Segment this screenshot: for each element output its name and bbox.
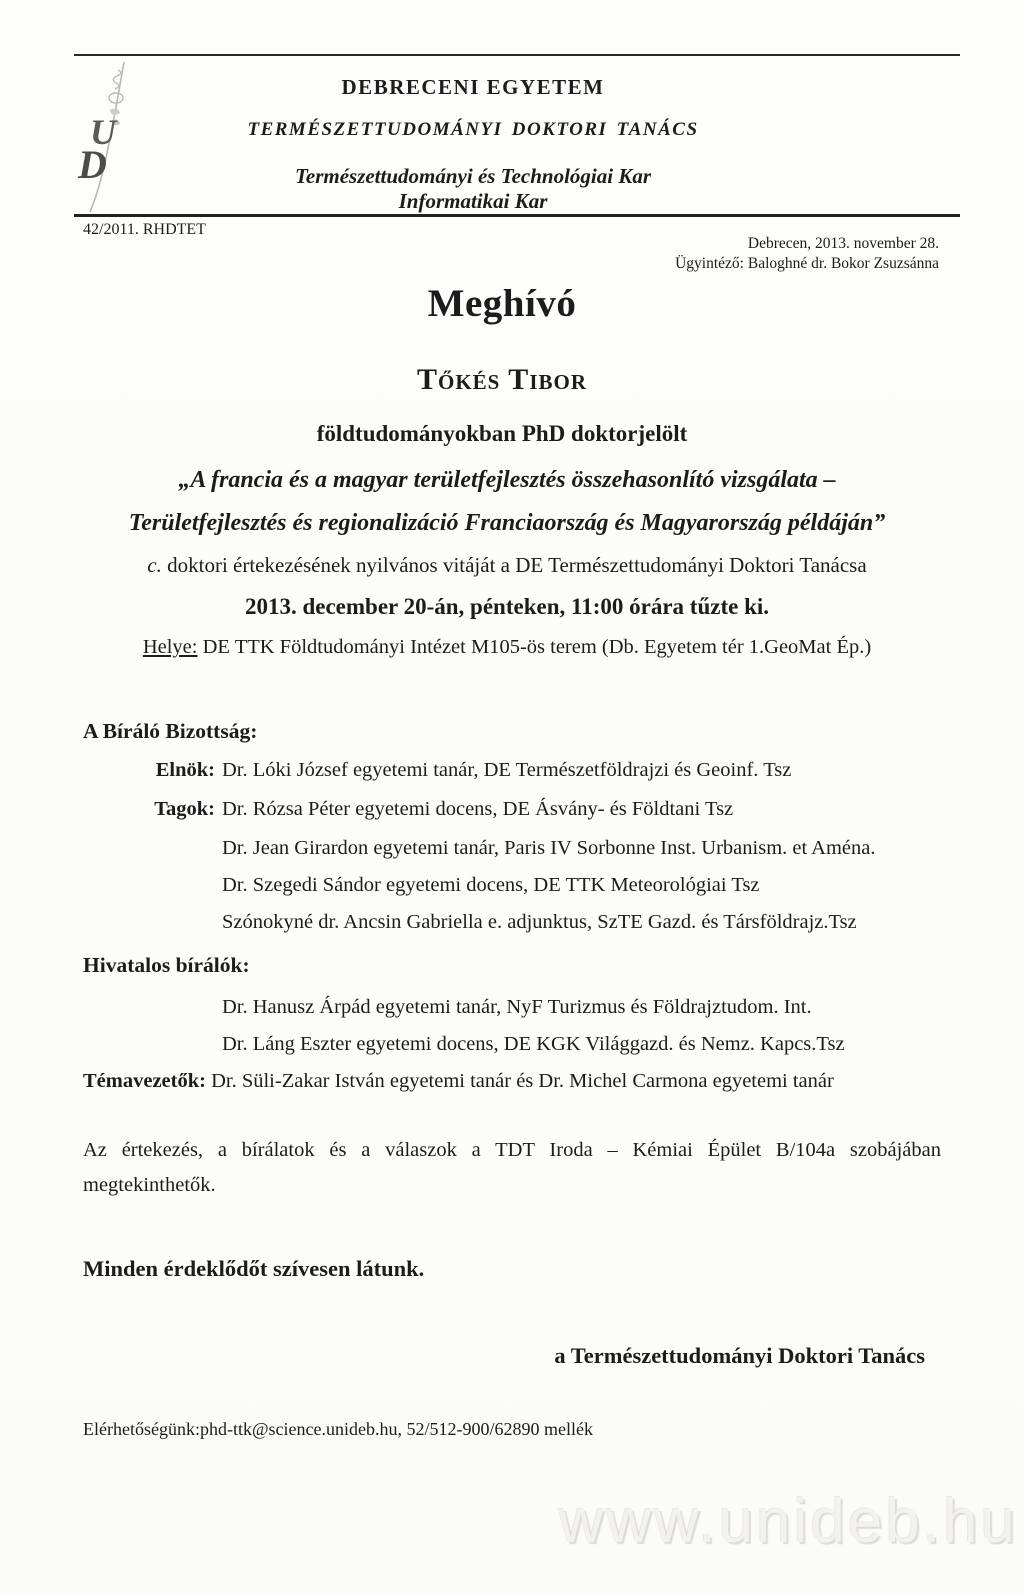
document-title: Meghívó	[427, 282, 577, 325]
thesis-title-line-1: „A francia és a magyar területfejlesztés összehasonlító vizsgálata –	[178, 467, 836, 493]
thesis-title-line-2: Területfejlesztés és regionalizáció Franciaország és Magyarország példáján”	[128, 510, 886, 536]
candidate-name: Tőkés Tibor	[416, 363, 587, 396]
candidate-degree: földtudományokban PhD doktorjelölt	[316, 421, 688, 446]
viewing-note: Az értekezés, a bírálatok és a válaszok a TDT Iroda – Kémiai Épület B/104a szobájában megtekinthetők.	[83, 1139, 941, 1196]
intro-prefix: c.	[147, 553, 162, 577]
supervisors-names: Dr. Süli-Zakar István egyetemi tanár és Dr. Michel Carmona egyetemi tanár	[205, 1070, 834, 1092]
reference-number: 42/2011. RHDTET	[83, 221, 206, 238]
welcome-line: Minden érdeklődőt szívesen látunk.	[83, 1256, 425, 1281]
committee-row-member	[83, 798, 984, 821]
committee-row-member	[83, 837, 984, 860]
reviewers-heading: Hivatalos bírálók:	[83, 953, 250, 977]
faculty-line-1: Természettudományi és Technológiai Kar	[294, 164, 652, 188]
date-and-clerk-block	[675, 234, 939, 274]
members-label: Tagok:	[154, 798, 215, 820]
reviewer-row	[83, 996, 984, 1019]
member-name: Szónokyné dr. Ancsin Gabriella e. adjunktus, SzTE Gazd. és Társföldrajz.Tsz	[222, 911, 857, 933]
svg-text:U: U	[90, 112, 116, 152]
defense-datetime: 2013. december 20-án, pénteken, 11:00 órára tűzte ki.	[244, 594, 770, 619]
committee-row-member	[83, 911, 984, 934]
faculty-line-2: Informatikai Kar	[398, 189, 548, 213]
venue-line	[0, 636, 1014, 659]
header-rule	[74, 214, 960, 217]
doctoral-council-name: TERMÉSZETTUDOMÁNYI DOKTORI TANÁCS	[247, 119, 699, 140]
member-name: Dr. Jean Girardon egyetemi tanár, Paris IV Sorbonne Inst. Urbanism. et Aména.	[222, 837, 876, 859]
committee-heading: A Bíráló Bizottság:	[83, 719, 258, 743]
member-name: Dr. Rózsa Péter egyetemi docens, DE Ásvány- és Földtani Tsz	[222, 798, 734, 820]
venue-text: DE TTK Földtudományi Intézet M105-ös terem (Db. Egyetem tér 1.GeoMat Ép.)	[197, 636, 872, 658]
university-name: DEBRECENI EGYETEM	[341, 75, 605, 99]
supervisors-line	[83, 1070, 984, 1093]
reviewer-name: Dr. Hanusz Árpád egyetemi tanár, NyF Turizmus és Földrajztudom. Int.	[222, 996, 812, 1018]
date-line: Debrecen, 2013. november 28.	[747, 235, 939, 252]
contact-line: Elérhetőségünk:phd-ttk@science.unideb.hu, 52/512-900/62890 mellék	[83, 1419, 593, 1439]
defense-intro-line	[0, 553, 1014, 578]
committee-row-chair	[83, 759, 984, 782]
top-rule	[74, 54, 960, 56]
unideb-watermark: www.unideb.hu	[558, 1487, 1018, 1556]
intro-rest: doktori értekezésének nyilvános vitáját a DE Természettudományi Doktori Tanácsa	[161, 553, 867, 577]
committee-row-member	[83, 874, 984, 897]
venue-label: Helye:	[142, 636, 198, 658]
signature-line: a Természettudományi Doktori Tanács	[554, 1343, 925, 1368]
chair-name: Dr. Lóki József egyetemi tanár, DE Természetföldrajzi és Geoinf. Tsz	[222, 759, 792, 781]
reviewer-row	[83, 1033, 984, 1056]
chair-label: Elnök:	[155, 759, 215, 781]
svg-text:D: D	[78, 142, 107, 187]
reviewer-name: Dr. Láng Eszter egyetemi docens, DE KGK Világgazd. és Nemz. Kapcs.Tsz	[222, 1033, 845, 1055]
member-name: Dr. Szegedi Sándor egyetemi docens, DE TTK Meteorológiai Tsz	[222, 874, 760, 896]
letterhead	[83, 74, 863, 213]
supervisors-label: Témavezetők:	[83, 1070, 206, 1092]
clerk-line: Ügyintéző: Baloghné dr. Bokor Zsuzsánna	[675, 255, 939, 272]
